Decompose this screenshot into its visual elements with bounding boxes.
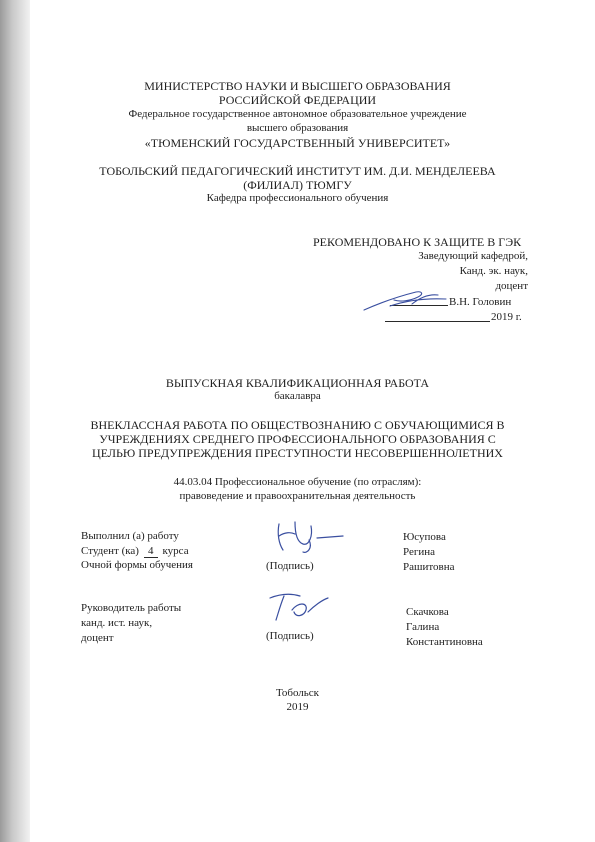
student-label-course — [81, 546, 189, 558]
supervisor-title: доцент — [81, 632, 114, 644]
approval-heading: РЕКОМЕНДОВАНО К ЗАЩИТЕ В ГЭК — [313, 235, 522, 249]
supervisor-degree: канд. ист. наук, — [81, 617, 153, 629]
supervisor-label: Руководитель работы — [81, 602, 182, 614]
supervisor-signature — [266, 588, 356, 628]
approval-date-line — [385, 321, 490, 322]
federal-line-2: высшего образования — [246, 122, 349, 134]
student-signature-caption: (Подпись) — [266, 560, 314, 572]
ministry-line-1: МИНИСТЕРСТВО НАУКИ И ВЫСШЕГО ОБРАЗОВАНИЯ — [144, 79, 451, 93]
department-name: Кафедра профессионального обучения — [206, 192, 389, 204]
student-label-suffix: курса — [162, 545, 189, 557]
supervisor-patronymic: Константиновна — [406, 636, 483, 648]
supervisor-signature-caption: (Подпись) — [266, 630, 314, 642]
thesis-title-line-1: ВНЕКЛАССНАЯ РАБОТА ПО ОБЩЕСТВОЗНАНИЮ С ОБУЧАЮЩИМИСЯ В — [90, 418, 505, 432]
specialty-profile: правоведение и правоохранительная деятельность — [179, 490, 416, 502]
institute-line-1: ТОБОЛЬСКИЙ ПЕДАГОГИЧЕСКИЙ ИНСТИТУТ ИМ. Д.И. МЕНДЕЛЕЕВА — [99, 164, 496, 178]
approval-signature — [360, 286, 460, 314]
supervisor-first-name: Галина — [406, 621, 440, 633]
specialty-code: 44.03.04 Профессиональное обучение (по отраслям): — [173, 476, 422, 488]
thesis-title-line-3: ЦЕЛЬЮ ПРЕДУПРЕЖДЕНИЯ ПРЕСТУПНОСТИ НЕСОВЕРШЕННОЛЕТНИХ — [92, 446, 503, 460]
thesis-title-line-2: УЧРЕЖДЕНИЯХ СРЕДНЕГО ПРОФЕССИОНАЛЬНОГО ОБРАЗОВАНИЯ С — [99, 432, 496, 446]
university-name: «ТЮМЕНСКИЙ ГОСУДАРСТВЕННЫЙ УНИВЕРСИТЕТ» — [144, 136, 451, 150]
federal-line-1: Федеральное государственное автономное образовательное учреждение — [128, 108, 467, 120]
ministry-line-2: РОССИЙСКОЙ ФЕДЕРАЦИИ — [218, 93, 377, 107]
approval-position: Заведующий кафедрой, — [418, 250, 528, 262]
footer-year: 2019 — [286, 701, 309, 713]
student-label-performed: Выполнил (а) работу — [81, 530, 179, 542]
student-patronymic: Рашитовна — [403, 561, 455, 573]
approval-degree: Канд. эк. наук, — [459, 265, 528, 277]
approval-head-name: В.Н. Головин — [449, 296, 512, 308]
student-label-prefix: Студент (ка) — [81, 545, 139, 557]
supervisor-surname: Скачкова — [406, 606, 449, 618]
student-signature — [273, 516, 363, 556]
footer-city: Тобольск — [275, 687, 320, 699]
student-surname: Юсупова — [403, 531, 446, 543]
work-type: ВЫПУСКНАЯ КВАЛИФИКАЦИОННАЯ РАБОТА — [165, 376, 430, 390]
approval-date-year: 2019 г. — [491, 311, 522, 323]
student-label-form: Очной формы обучения — [81, 559, 193, 571]
work-level: бакалавра — [274, 390, 321, 402]
student-first-name: Регина — [403, 546, 436, 558]
institute-line-2: (ФИЛИАЛ) ТЮМГУ — [243, 178, 352, 192]
student-course-number: 4 — [144, 546, 158, 558]
approval-title: доцент — [495, 280, 528, 292]
